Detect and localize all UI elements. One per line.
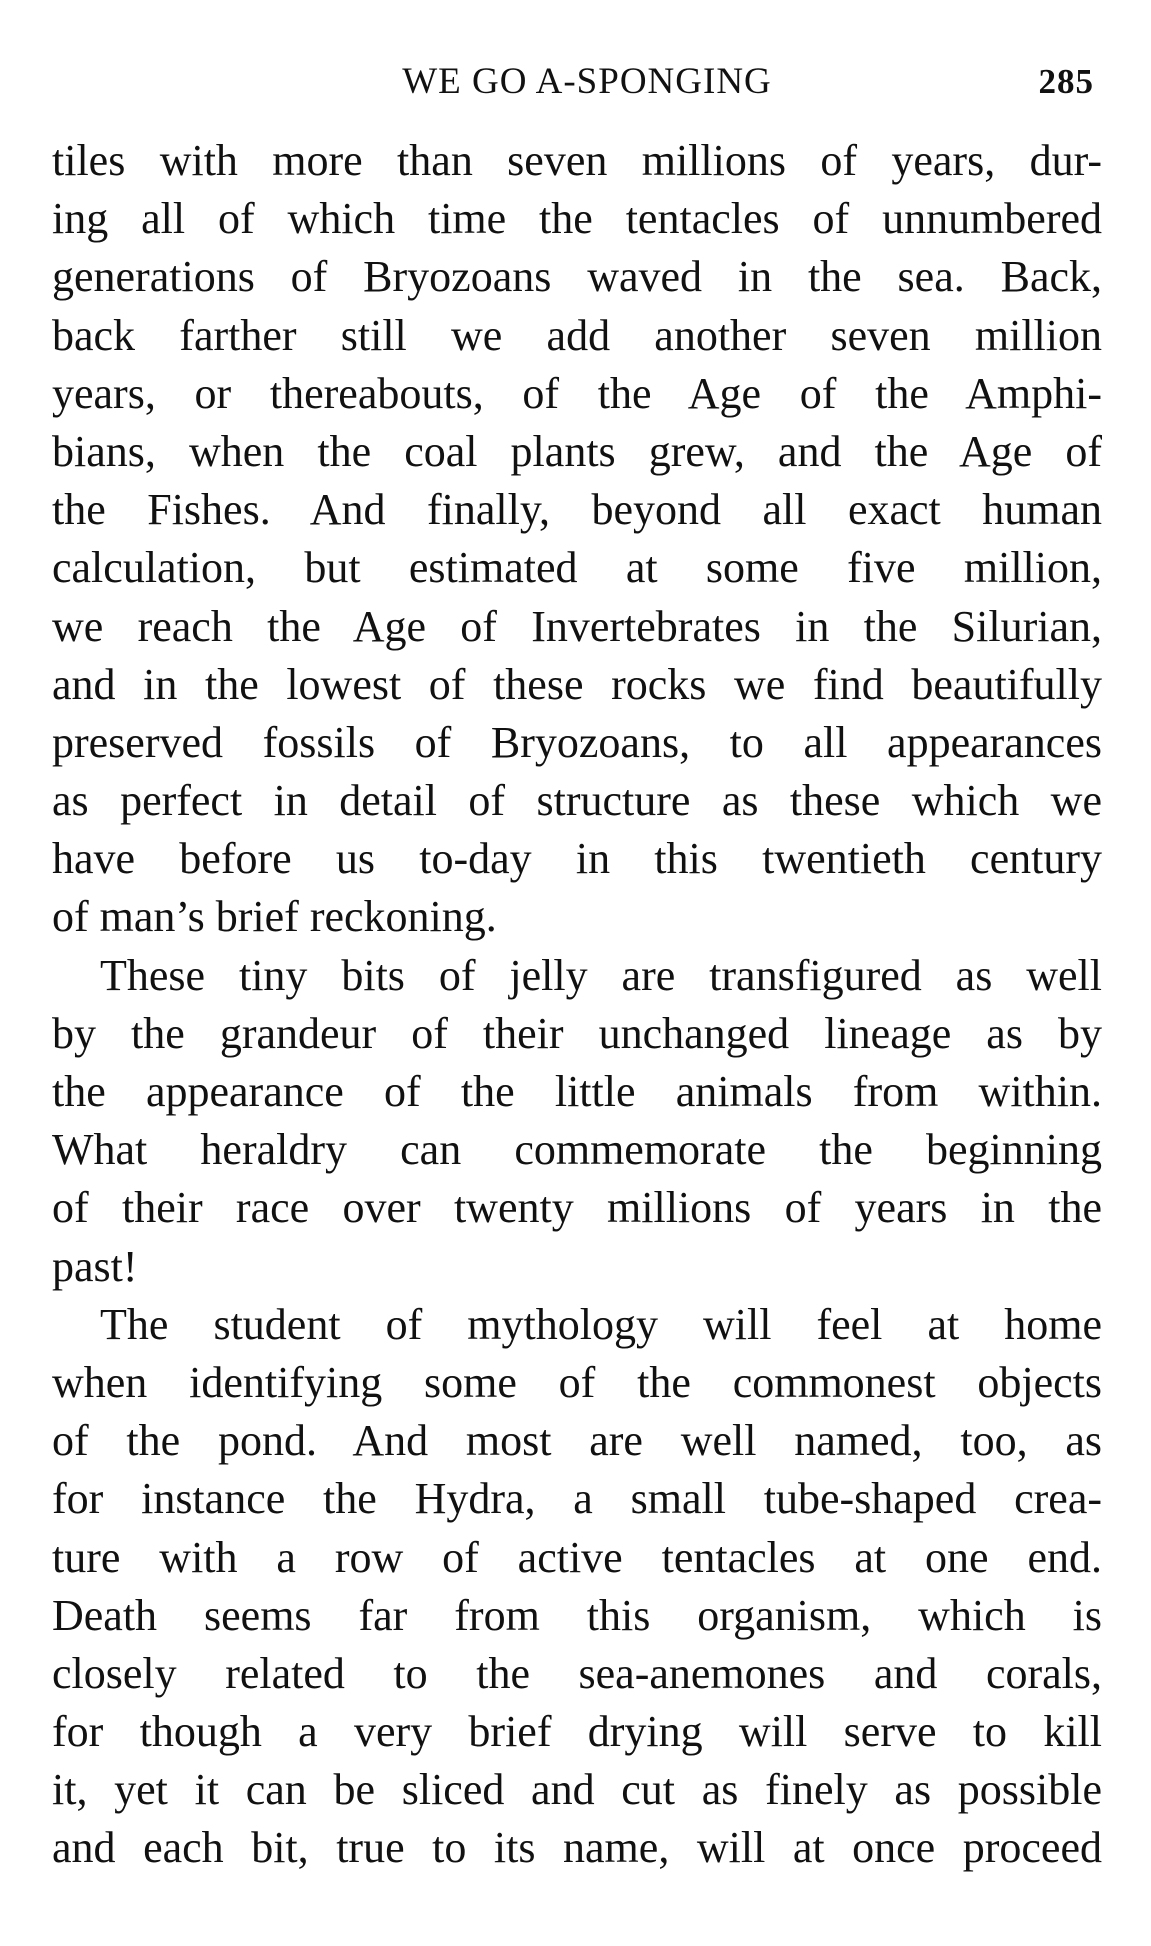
text-line: The student of mythology will feel at home — [100, 1299, 1102, 1349]
text-line: These tiny bits of jelly are transfigured as well — [100, 950, 1102, 1000]
text-line: ture with a row of active tentacles at one end. — [52, 1532, 1102, 1582]
book-page — [52, 60, 1102, 1878]
page-number: 285 — [1038, 62, 1094, 101]
text-line: generations of Bryozoans waved in the sea. Back, — [52, 252, 1102, 302]
text-line: we reach the Age of Invertebrates in the Silurian, — [52, 601, 1102, 651]
text-line: closely related to the sea-anemones and corals, — [52, 1648, 1102, 1698]
text-line: Death seems far from this organism, which is — [52, 1590, 1102, 1640]
text-line: the appearance of the little animals from within. — [52, 1067, 1102, 1116]
text-line: calculation, but estimated at some five million, — [52, 543, 1102, 593]
body-text — [52, 132, 1102, 1878]
text-line: What heraldry can commemorate the beginning — [52, 1125, 1102, 1175]
text-line: ing all of which time the tentacles of unnumbered — [52, 194, 1102, 244]
text-line: have before us to-day in this twentieth century — [52, 834, 1102, 884]
text-line: for though a very brief drying will serve to kill — [52, 1707, 1102, 1757]
text-line: and in the lowest of these rocks we find beautifully — [52, 659, 1102, 709]
text-line: preserved fossils of Bryozoans, to all appearances — [52, 717, 1102, 767]
text-line: tiles with more than seven millions of years, dur- — [52, 136, 1102, 185]
text-line: for instance the Hydra, a small tube-shaped crea- — [52, 1474, 1102, 1524]
text-line: as perfect in detail of structure as these which we — [52, 776, 1102, 826]
text-line: bians, when the coal plants grew, and the Age of — [52, 426, 1102, 476]
running-head — [52, 60, 1102, 120]
text-line: of the pond. And most are well named, too, as — [52, 1416, 1102, 1466]
text-line: when identifying some of the commonest objects — [52, 1357, 1102, 1407]
text-line: and each bit, true to its name, will at once proceed — [52, 1823, 1102, 1873]
text-line: years, or thereabouts, of the Age of the Amphi- — [52, 368, 1102, 418]
text-line: of their race over twenty millions of years in the — [52, 1183, 1102, 1233]
running-head-title: WE GO A-SPONGING — [402, 61, 772, 102]
text-line: it, yet it can be sliced and cut as finely as possible — [52, 1765, 1102, 1815]
text-line: of man’s brief reckoning. — [52, 892, 497, 942]
text-line: by the grandeur of their unchanged lineage as by — [52, 1008, 1102, 1058]
text-line: back farther still we add another seven million — [52, 310, 1102, 360]
text-line: past! — [52, 1241, 138, 1291]
text-line: the Fishes. And finally, beyond all exact human — [52, 485, 1102, 535]
